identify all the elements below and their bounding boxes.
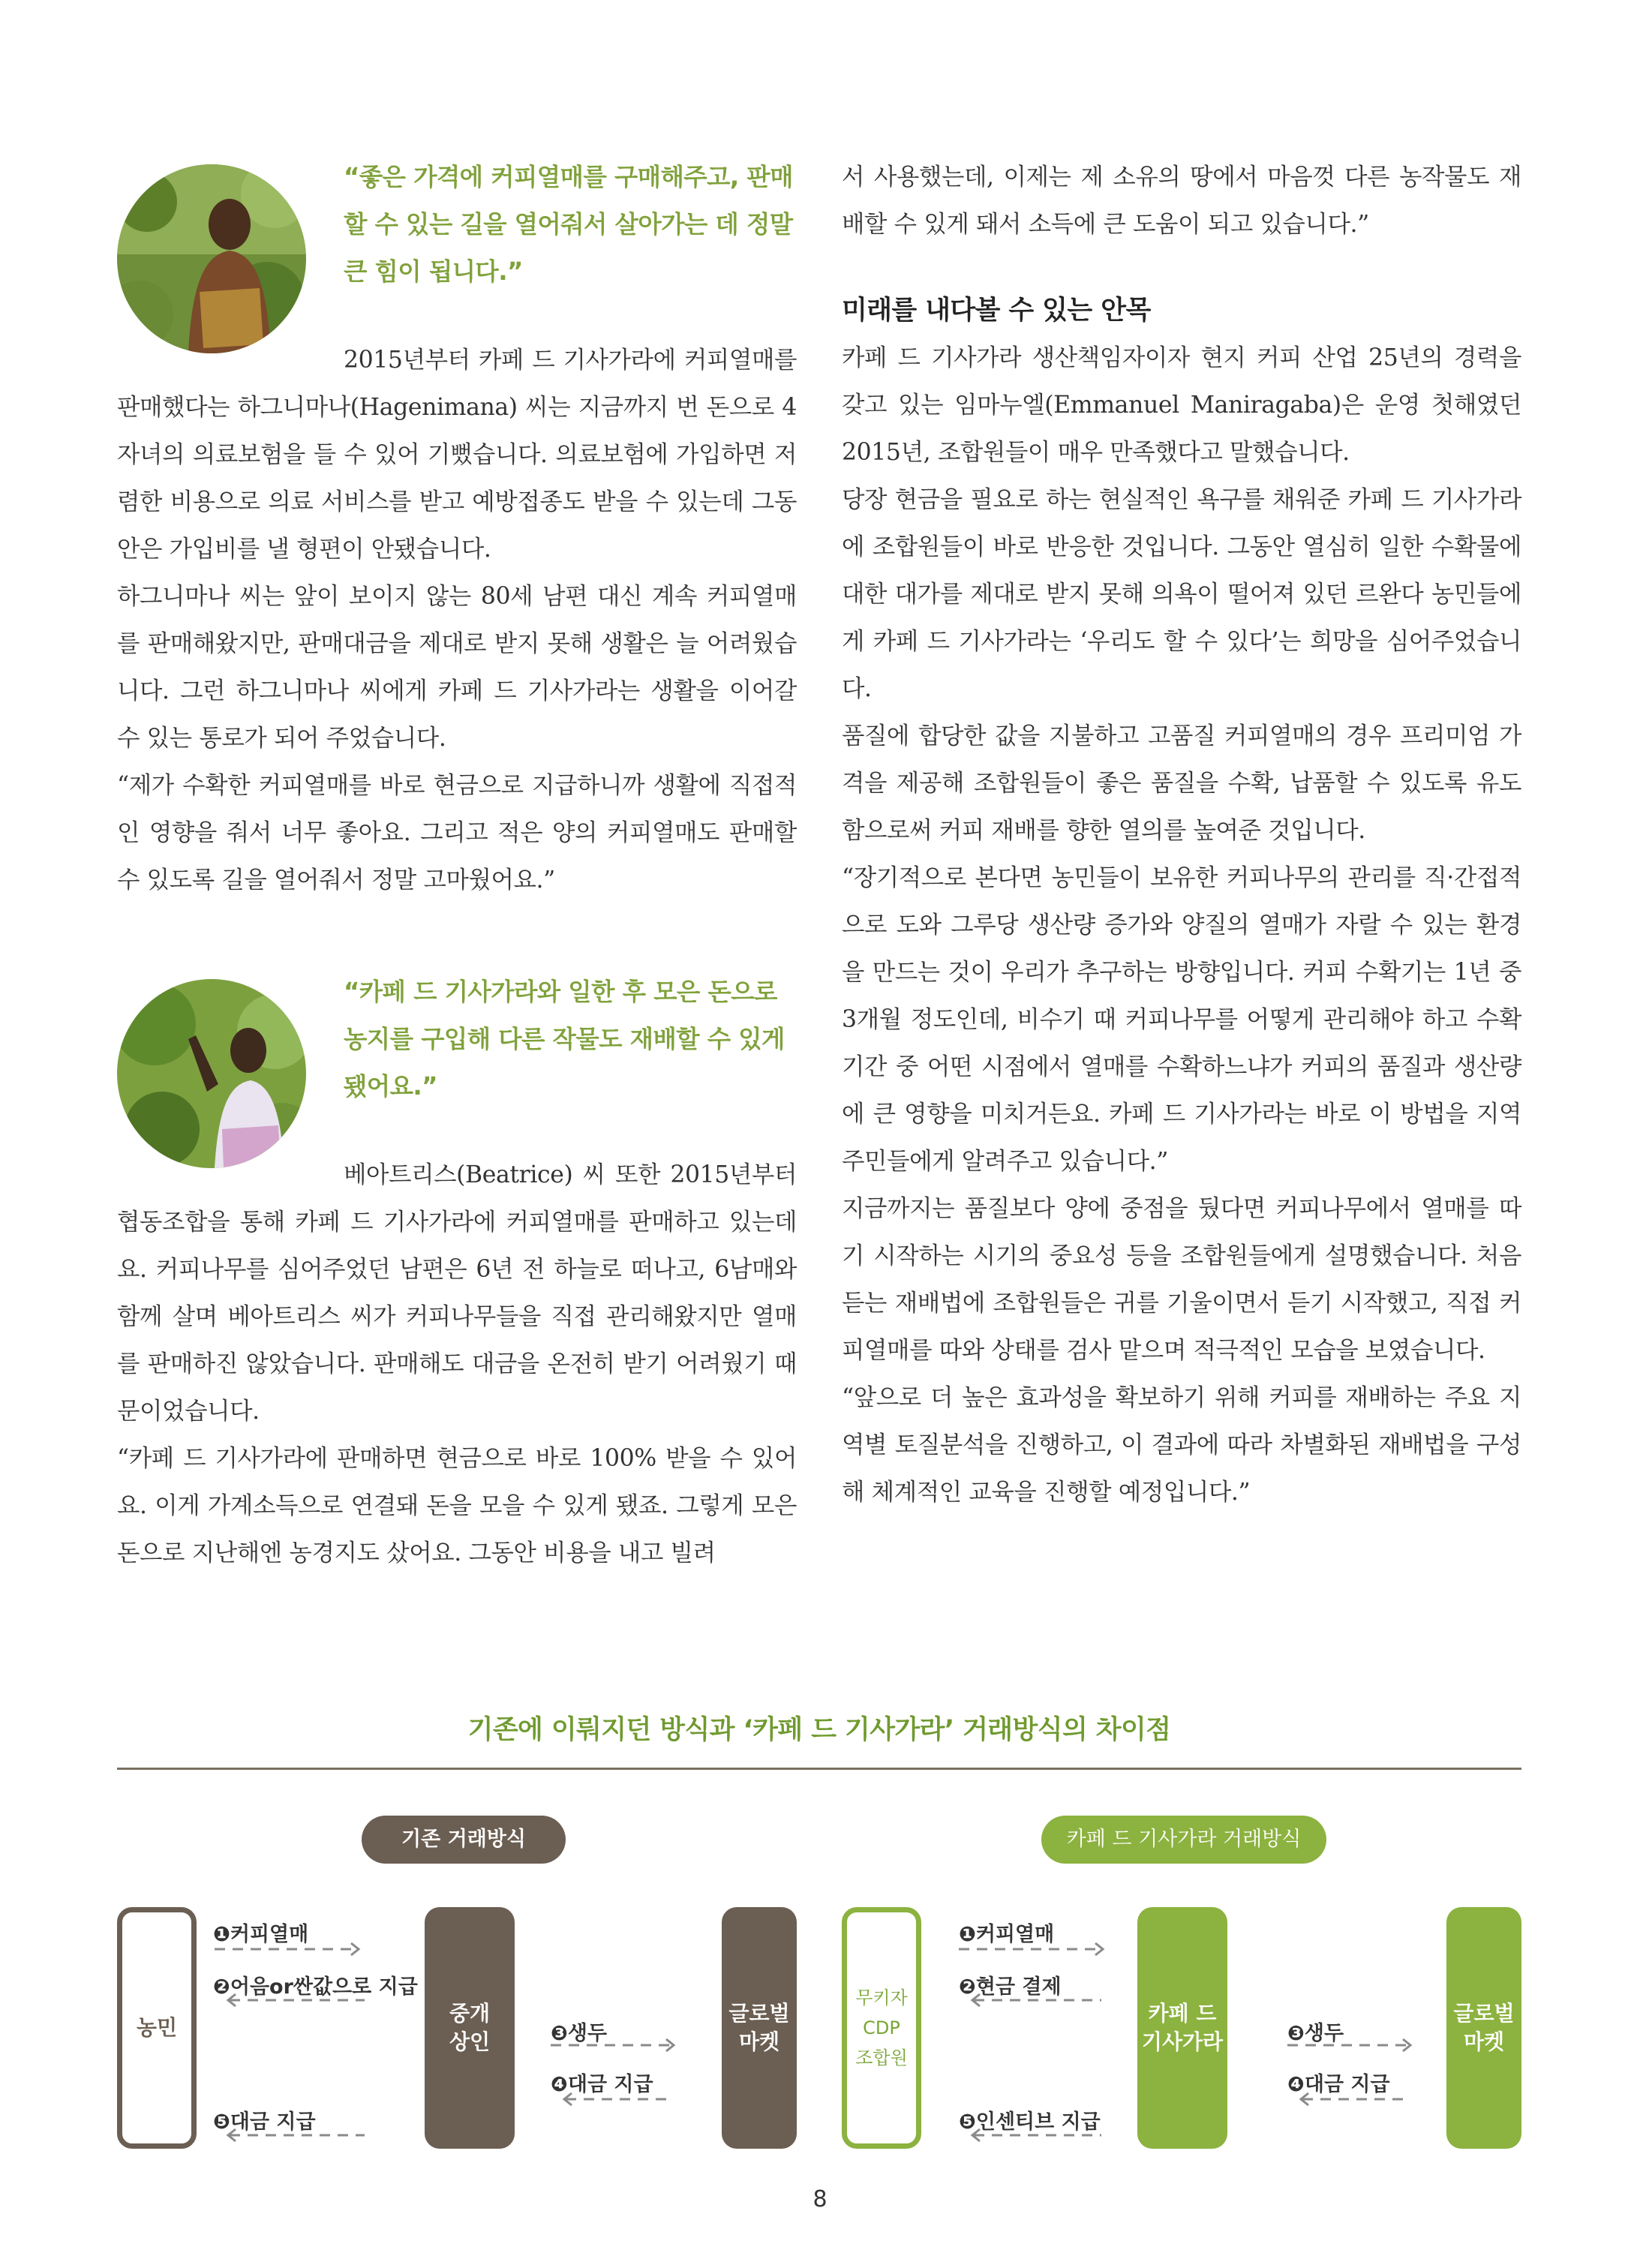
- page-number: 8: [812, 2186, 828, 2212]
- portrait-beatrice: [117, 979, 306, 1168]
- diagram-title: 기존에 이뤄지던 방식과 ‘카페 드 기사가라’ 거래방식의 차이점: [467, 1715, 1171, 1745]
- paragraph: 2015년부터 카페 드 기사가라에 커피열매를 판매했다는 하그니마나(Hagenimana) 씨는 지금까지 번 돈으로 4자녀의 의료보험을 들 수 있어 기뻤습니다. 의료보험에 가입하면 저렴한 비용으로 의료 서비스를 받고 예방접종도 받을 수 있는데 그동안은 가입비를 낼 형편이 안됐습니다.: [117, 347, 797, 563]
- new-method-label: 카페 드 기사가라 거래방식: [1041, 1816, 1326, 1864]
- pullquote-2: “카페 드 기사가라와 일한 후 모은 돈으로 농지를 구입해 다른 작물도 재배할 수 있게 됐어요.”: [344, 978, 785, 1101]
- pullquote-1: “좋은 가격에 커피열매를 구매해주고, 판매할 수 있는 길을 열어줘서 살아가는 데 정말 큰 힘이 됩니다.”: [344, 163, 793, 286]
- paragraph: 지금까지는 품질보다 양에 중점을 뒀다면 커피나무에서 열매를 따기 시작하는 시기의 중요성 등을 조합원들에게 설명했습니다. 처음 듣는 재배법에 조합원들은 귀를 기울이면서 듣기 시작했고, 직접 커피열매를 따와 상태를 검사 맡으며 적극적인 모습을 보였습니다.: [842, 1195, 1521, 1364]
- new-step5-label: ❺인센티브 지급: [959, 2110, 1101, 2134]
- portrait-hagenimana: [117, 164, 306, 353]
- left-column: [117, 154, 797, 1577]
- new-step2-label: ❷현금 결제: [959, 1975, 1062, 1999]
- arrowhead-right: [1095, 1943, 1103, 1955]
- old-step4-label: ❹대금 지급: [551, 2073, 653, 2096]
- paragraph: “제가 수확한 커피열매를 바로 현금으로 지급하니까 생활에 직접적인 영향을 줘서 너무 좋아요. 그리고 적은 양의 커피열매도 판매할 수 있도록 길을 열어줘서 정말 고마웠어요.”: [117, 772, 797, 894]
- portrait-beatrice-image: [117, 979, 306, 1168]
- old-step3-label: ❸생두: [551, 2022, 608, 2045]
- old-market-box-label: 글로벌 마켓: [728, 2001, 790, 2054]
- arrowhead-right: [351, 1943, 359, 1955]
- old-step5-label: ❺대금 지급: [213, 2110, 316, 2134]
- farmer-box-label: 농민: [136, 2015, 178, 2040]
- quote-block-beatrice: [117, 969, 797, 1159]
- portrait-hagenimana-image: [117, 164, 306, 353]
- section-heading: 미래를 내다볼 수 있는 안목: [842, 296, 1151, 326]
- new-step4-label: ❹대금 지급: [1287, 2073, 1390, 2096]
- new-step1-label: ❶커피열매: [959, 1923, 1055, 1946]
- old-method-label: 기존 거래방식: [362, 1816, 566, 1864]
- paragraph: 베아트리스(Beatrice) 씨 또한 2015년부터 협동조합을 통해 카페 드 기사가라에 커피열매를 판매하고 있는데요. 커피나무를 심어주었던 남편은 6년 전 하늘로 떠나고, 6남매와 함께 살며 베아트리스 씨가 커피나무들을 직접 관리해왔지만 열매를 판매하진 않았습니다. 판매해도 대금을 온전히 받기 어려웠기 때문이었습니다.: [117, 1161, 797, 1425]
- flow-arrows: [117, 1709, 1521, 2159]
- paragraph: “앞으로 더 높은 효과성을 확보하기 위해 커피를 재배하는 주요 지역별 토질분석을 진행하고, 이 결과에 따라 차별화된 재배법을 구성해 체계적인 교육을 진행할 예정입니다.”: [842, 1384, 1521, 1506]
- paragraph: 서 사용했는데, 이제는 제 소유의 땅에서 마음껏 다른 농작물도 재배할 수 있게 돼서 소득에 큰 도움이 되고 있습니다.”: [842, 164, 1521, 238]
- paragraph: 카페 드 기사가라 생산책임자이자 현지 커피 산업 25년의 경력을 갖고 있는 임마누엘(Emmanuel Maniragaba)은 운영 첫해였던 2015년, 조합원들이 매우 만족했다고 말했습니다.: [842, 344, 1521, 466]
- paragraph: 하그니마나 씨는 앞이 보이지 않는 80세 남편 대신 계속 커피열매를 판매해왔지만, 판매대금을 제대로 받지 못해 생활은 늘 어려웠습니다. 그런 하그니마나 씨에게 카페 드 기사가라는 생활을 이어갈 수 있는 통로가 되어 주었습니다.: [117, 583, 797, 752]
- paragraph: 당장 현금을 필요로 하는 현실적인 욕구를 채워준 카페 드 기사가라에 조합원들이 바로 반응한 것입니다. 그동안 열심히 일한 수확물에 대한 대가를 제대로 받지 못해 의욕이 떨어져 있던 르완다 농민들에게 카페 드 기사가라는 ‘우리도 할 수 있다’는 희망을 심어주었습니다.: [842, 486, 1521, 702]
- right-column: [842, 154, 1521, 1516]
- trade-comparison-diagram: [117, 1709, 1521, 2159]
- paragraph: 품질에 합당한 값을 지불하고 고품질 커피열매의 경우 프리미엄 가격을 제공해 조합원들이 좋은 품질을 수확, 납품할 수 있도록 유도함으로써 커피 재배를 향한 열의를 높여준 것입니다.: [842, 722, 1521, 844]
- old-step1-label: ❶커피열매: [213, 1923, 309, 1946]
- paragraph: “카페 드 기사가라에 판매하면 현금으로 바로 100% 받을 수 있어요. 이게 가계소득으로 연결돼 돈을 모을 수 있게 됐죠. 그렇게 모은 돈으로 지난해엔 농경지도 샀어요. 그동안 비용을 내고 빌려: [117, 1445, 797, 1567]
- old-step2-label: ❷어음or싼값으로 지급: [213, 1975, 418, 1999]
- coop-box-label: 무키자 CDP 조합원: [855, 1987, 908, 2068]
- new-step3-label: ❸생두: [1287, 2022, 1344, 2045]
- new-market-box-label: 글로벌 마켓: [1453, 2001, 1515, 2054]
- paragraph: “장기적으로 본다면 농민들이 보유한 커피나무의 관리를 직·간접적으로 도와 그루당 생산량 증가와 양질의 열매가 자랄 수 있는 환경을 만드는 것이 우리가 추구하는 방향입니다. 커피 수확기는 1년 중 3개월 정도인데, 비수기 때 커피나무를 어떻게 관리해야 하고 수확기간 중 어떤 시점에서 열매를 수확하느냐가 커피의 품질과 생산량에 큰 영향을 미치거든요. 카페 드 기사가라는 바로 이 방법을 지역주민들에게 알려주고 있습니다.”: [842, 864, 1521, 1175]
- quote-block-hagenimana: [117, 154, 797, 343]
- middleman-box-label: 중개 상인: [449, 2001, 491, 2054]
- cafe-box-label: 카페 드 기사가라: [1141, 2001, 1224, 2054]
